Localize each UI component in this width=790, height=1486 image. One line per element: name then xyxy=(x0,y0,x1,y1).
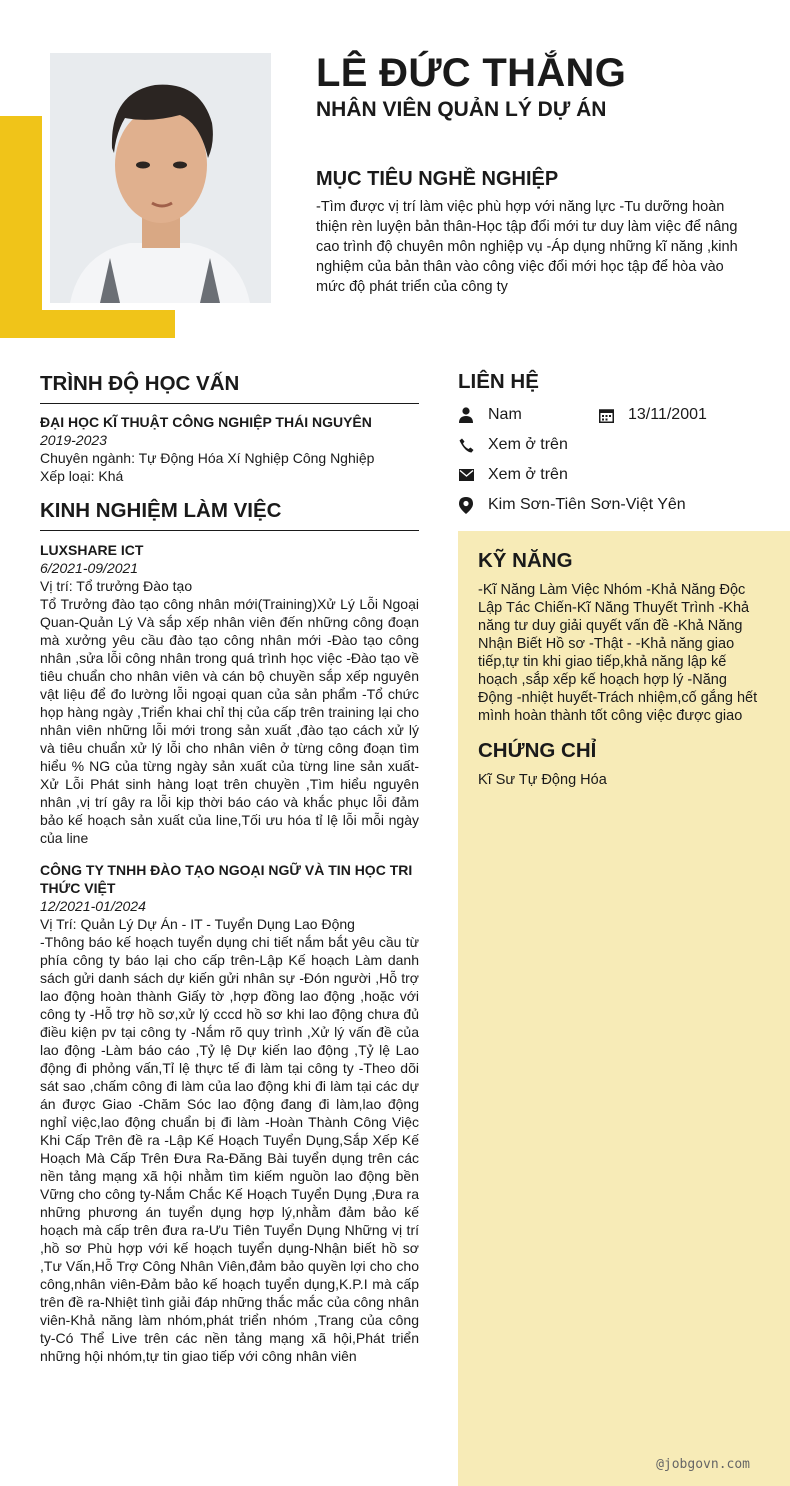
gender-value: Nam xyxy=(488,406,522,423)
calendar-icon xyxy=(598,407,614,423)
job-position: Vị Trí: Quản Lý Dự Án - IT - Tuyển Dụng Lao Động xyxy=(40,916,355,932)
person-icon xyxy=(458,407,474,423)
experience-heading: KINH NGHIỆM LÀM VIỆC xyxy=(40,497,419,531)
education-heading: TRÌNH ĐỘ HỌC VẤN xyxy=(40,370,419,404)
left-column xyxy=(40,370,419,1365)
certificates-heading: CHỨNG CHỈ xyxy=(478,739,597,762)
contact-row-address xyxy=(458,490,788,520)
contact-section xyxy=(458,368,788,520)
profile-photo xyxy=(50,53,271,303)
job-description: -Thông báo kế hoạch tuyển dụng chi tiết nắm bắt yêu cầu từ phía công ty báo lại cho cấp trên-Lập Kế hoạch Làm danh sách gửi danh sách dự kiến gửi nhân sự -Đón người ,Hỗ trợ lao động hoàn thành Giấy tờ ,hợp đồng lao động ,hoặc với công ty -Hỗ trợ hồ sơ,xử lý cccd hồ sơ khi lao động chưa đủ điều kiện pv tại công ty -Nắm rõ quy trình ,Xử lý vấn đề của lao động -Làm báo cáo ,Tỷ lệ Dự kiến lao động ,Tỷ lệ Lao động đi phỏng vấn,Tỉ lệ thực tế đi làm tại công ty -Theo dõi sát sao ,chấm công đi làm của lao động khi đi làm tại các dự án được Giao -Chăm Sóc lao động đang đi làm,lao động nghỉ việc,lao động chuẩn bị đi làm -Hoàn Thành Công Việc Khi Cấp Trên đề ra -Lập Kế Hoạch Tuyển Dụng,Sắp Xếp Kế Hoạch Mà Cấp Trên Đưa Ra-Đăng Bài tuyển dụng trên các nền tảng mạng xã hội nhằm tìm kiếm nguồn lao động bền Vững cho công ty-Nắm Chắc Kế Hoạch Tuyển Dụng ,Đưa ra những phương án tuyển dụng hợp lý,nhằm đảm bảo kế hoạch mà cấp trên đưa ra-Ưu Tiên Tuyển Dụng Những vị trí ,hồ sơ Phù hợp với kế hoạch tuyển dụng-Nhận biết hồ sơ ,Tư Vấn,Hỗ Trợ Công Nhân Viên,đảm bảo quyền lợi cho cho công,nhân viên-Đảm bảo kế hoạch tuyển dụng,K.P.I mà cấp trên đề ra-Nhiệt tình giải đáp những thắc mắc của công nhân viên-Khả năng làm nhóm,phát triển nhóm ,Trang của công ty-Có Thể Live trên các nền tảng mạng xã hội,Phát triển những hội nhóm,tự tin giao tiếp với công nhân viên xyxy=(40,934,419,1364)
address-value: Kim Sơn-Tiên Sơn-Việt Yên xyxy=(488,496,686,513)
watermark: @jobgovn.com xyxy=(656,1457,750,1472)
skills-text: -Kĩ Năng Làm Việc Nhóm -Khả Năng Độc Lập Tác Chiến-Kĩ Năng Thuyết Trình -Khả năng tư duy giải quyết vấn đề -Khả Năng Nhận Biết Hồ sơ -Thật - -Khả năng giao tiếp,tự tin khi giao tiếp,khả năng lập kế hoạch ,sắp xếp kế hoạch hợp lý -Năng Động -nhiệt huyết-Trách nhiệm,cố gắng hết mình hoàn thành tốt công việc được giao xyxy=(478,582,758,724)
mail-icon xyxy=(458,467,474,483)
education-major: Chuyên ngành: Tự Động Hóa Xí Nghiệp Công Nghiệp xyxy=(40,450,375,466)
objective-text: -Tìm được vị trí làm việc phù hợp với năng lực -Tu dưỡng hoàn thiện rèn luyện bản thân-Học tập đổi mới tư duy làm việc để nâng cao trình độ chuyên môn nghiệp vụ -Áp dụng những kĩ năng ,kinh nghiệm của bản thân vào công việc đổi mới học tập để hòa vào mức độ phát triển của công ty xyxy=(316,199,738,295)
birthday-value: 13/11/2001 xyxy=(628,406,707,423)
contact-heading: LIÊN HỆ xyxy=(458,370,539,393)
person-name: LÊ ĐỨC THẮNG xyxy=(316,51,627,95)
phone-value: Xem ở trên xyxy=(488,436,568,453)
certificates-text: Kĩ Sư Tự Động Hóa xyxy=(478,772,607,788)
objective-heading: MỤC TIÊU NGHỀ NGHIỆP xyxy=(316,168,559,190)
skills-heading: KỸ NĂNG xyxy=(478,549,573,572)
phone-icon xyxy=(458,437,474,453)
job-period: 12/2021-01/2024 xyxy=(40,898,146,914)
contact-row-personal xyxy=(458,400,788,430)
skills-panel xyxy=(458,531,790,1486)
job-company: CÔNG TY TNHH ĐÀO TẠO NGOẠI NGỮ VÀ TIN HỌC TRI THỨC VIỆT xyxy=(40,862,413,896)
job-title: NHÂN VIÊN QUẢN LÝ DỰ ÁN xyxy=(316,98,607,121)
email-value: Xem ở trên xyxy=(488,466,568,483)
contact-row-email xyxy=(458,460,788,490)
job-position: Vị trí: Tổ trưởng Đào tạo xyxy=(40,578,193,594)
school-name: ĐẠI HỌC KĨ THUẬT CÔNG NGHIỆP THÁI NGUYÊN xyxy=(40,414,372,430)
education-entry xyxy=(40,413,419,485)
job-period: 6/2021-09/2021 xyxy=(40,560,139,576)
education-grade: Xếp loại: Khá xyxy=(40,468,124,484)
job-entry xyxy=(40,861,419,1365)
location-pin-icon xyxy=(458,497,474,513)
job-company: LUXSHARE ICT xyxy=(40,542,144,558)
contact-row-phone xyxy=(458,430,788,460)
job-description: Tổ Trưởng đào tạo công nhân mới(Training)Xử Lý Lỗi Ngoại Quan-Quản Lý Và sắp xếp nhân viên đến những công đoạn mà xưởng yêu cầu đào tạo công nhân mới -Đào tạo công nhân ,sửa lỗi công nhân trong quá trình học việc -Đào tạo về tiêu chuẩn cho nhân viên và cán bộ chuyền sắp xếp nguyên vật liệu để đo lường lỗi ngoại quan của sản phẩm -Tổ chức họp hàng ngày ,Triển khai chỉ thị của cấp trên training lại cho nhân viên những lỗi mới trong sản xuất ,đào tạo cách xử lý và tiêu chuẩn xử lý lỗi cho nhân viên ở từng công đoạn tìm hiểu % NG của từng ngày sản xuất của từng line sản xuất-Xử Lỗi Phát sinh hàng loạt trên chuyền ,Tìm hiểu nguyên nhân ,vị trí gây ra lỗi kịp thời báo cáo và khắc phục lỗi đảm bảo kế hoạch sản xuất của line,Tối ưu hóa tỉ lệ lỗi mỗi ngày của line xyxy=(40,596,419,846)
job-entry xyxy=(40,541,419,847)
education-period: 2019-2023 xyxy=(40,432,107,448)
